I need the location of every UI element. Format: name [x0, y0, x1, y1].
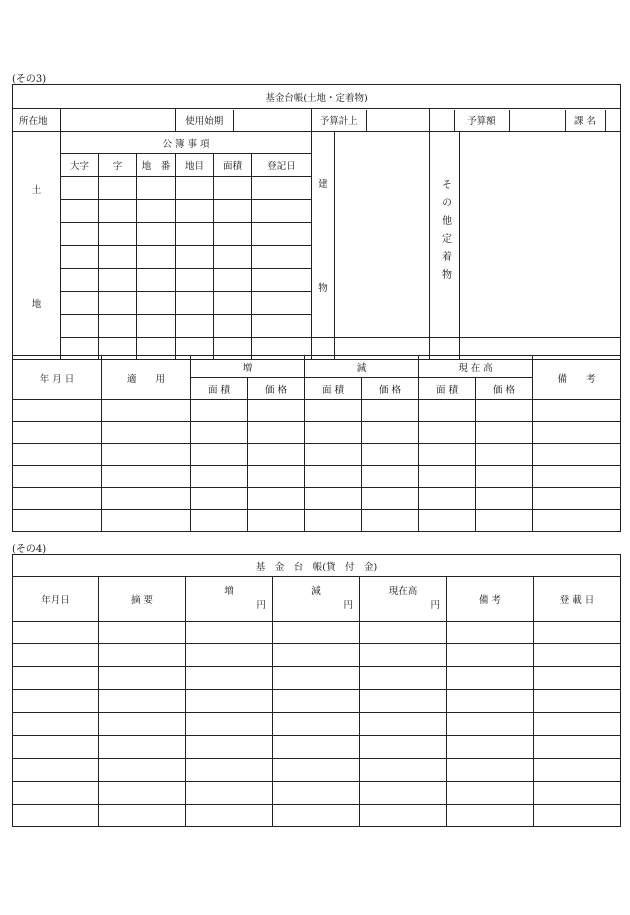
loan-current-label: 現在高 [388, 586, 418, 597]
location-field[interactable] [61, 109, 176, 132]
ledger-row [13, 444, 621, 466]
applies-header: 適 用 [102, 356, 191, 400]
start-field[interactable] [233, 110, 311, 131]
land-vertical-label [13, 132, 61, 360]
building-char-2: 物 [318, 282, 328, 294]
col-chimoku: 地目 [176, 154, 214, 177]
budget-amount-spacer [430, 110, 454, 131]
loan-summary-header: 摘 要 [99, 577, 186, 622]
budget-amount-label: 予算額 [454, 110, 509, 131]
remarks-header: 備 考 [533, 356, 621, 400]
loan-increase-label: 増 [224, 586, 234, 597]
loan-recorded-header: 登 載 日 [534, 577, 621, 622]
section3-label: (その3) [12, 74, 47, 85]
land-fixture-ledger [12, 84, 621, 360]
land-transaction-ledger [12, 355, 621, 532]
loan-row [13, 736, 621, 759]
budget-amount-field[interactable] [509, 110, 565, 131]
decrease-area: 面 積 [305, 378, 362, 400]
budget-item-field[interactable] [366, 110, 430, 131]
loan-row [13, 622, 621, 644]
loan-increase-header [186, 577, 273, 622]
ledger-row [13, 488, 621, 510]
ledger-title: 基金台帳(土地・定着物) [13, 85, 621, 109]
ledger-row [13, 422, 621, 444]
loan-row [13, 690, 621, 713]
other-fixtures-label: その他定着物 [430, 132, 460, 338]
loan-row [13, 713, 621, 736]
section-field[interactable] [605, 110, 621, 131]
building-vertical-label [312, 132, 335, 338]
col-aza: 字 [99, 154, 137, 177]
loan-row [13, 667, 621, 690]
building-char-1: 建 [318, 178, 328, 190]
loan-increase-unit: 円 [256, 600, 266, 611]
date-header: 年 月 日 [13, 356, 102, 400]
building-field[interactable] [335, 132, 430, 338]
ledger-row [13, 510, 621, 532]
current-header: 現 在 高 [419, 356, 533, 378]
col-chiban: 地 番 [137, 154, 176, 177]
loan-row [13, 759, 621, 782]
koubo-header: 公 簿 事 項 [61, 132, 312, 154]
loan-decrease-label: 減 [311, 586, 321, 597]
section-label: 課 名 [565, 110, 605, 131]
start-label: 使用始期 [176, 110, 233, 131]
ledger-row [13, 466, 621, 488]
loan-decrease-unit: 円 [343, 600, 353, 611]
decrease-header: 減 [305, 356, 419, 378]
increase-area: 面 積 [191, 378, 248, 400]
col-menseki: 面積 [214, 154, 252, 177]
loan-decrease-header [273, 577, 360, 622]
land-char-1: 土 [31, 184, 42, 196]
current-price: 価 格 [476, 378, 533, 400]
other-fixtures-field[interactable] [460, 132, 621, 338]
loan-date-header: 年月日 [13, 577, 99, 622]
col-touki: 登記日 [252, 154, 312, 177]
loan-remarks-header: 備 考 [447, 577, 534, 622]
increase-price: 価 格 [248, 378, 305, 400]
ledger-row [13, 400, 621, 422]
loan-ledger [12, 554, 621, 827]
loan-row [13, 805, 621, 827]
location-label: 所在地 [13, 109, 61, 132]
budget-item-label: 予算計上 [319, 116, 358, 127]
loan-row [13, 782, 621, 805]
loan-row [13, 644, 621, 667]
loan-current-unit: 円 [430, 600, 440, 611]
section4-label: (その4) [12, 544, 47, 555]
increase-header: 増 [191, 356, 305, 378]
current-area: 面 積 [419, 378, 476, 400]
col-oaza: 大字 [61, 154, 99, 177]
loan-current-header [360, 577, 447, 622]
decrease-price: 価 格 [362, 378, 419, 400]
land-char-2: 地 [31, 298, 42, 310]
loan-ledger-title: 基 金 台 帳(貸 付 金) [13, 555, 621, 577]
